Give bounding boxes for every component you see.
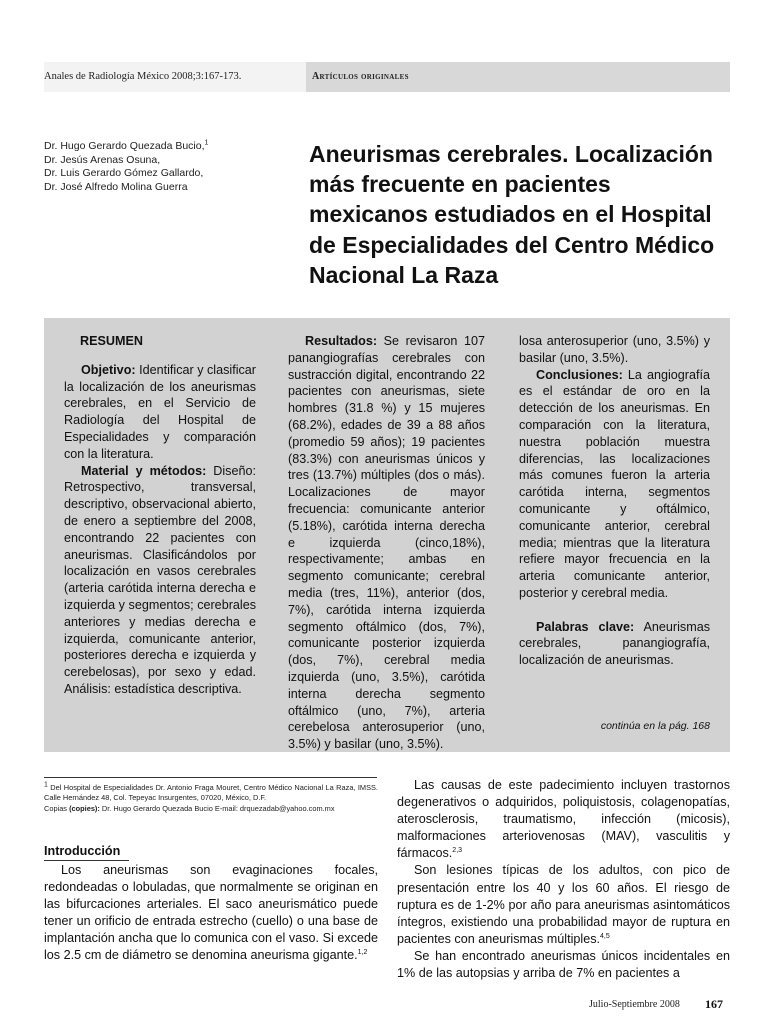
author-list xyxy=(44,140,208,194)
body-column-right xyxy=(397,777,730,982)
author-4: Dr. José Alfredo Molina Guerra xyxy=(44,180,188,193)
author-3: Dr. Luis Gerardo Gómez Gallardo, xyxy=(44,167,204,179)
abstract-keywords: Palabras clave: Aneurismas cerebrales, panangiografía, localización de aneurismas. xyxy=(519,619,711,668)
page-number: 167 xyxy=(705,997,723,1011)
author-2: Dr. Jesús Arenas Osuna, xyxy=(44,153,161,166)
body-paragraph-4: Se han encontrado aneurismas únicos incidentales en 1% de las autopsias y arriba de 7% en pacientes a xyxy=(397,948,730,981)
affiliation-mark: 1 xyxy=(204,139,209,147)
footnote xyxy=(44,783,378,814)
author-1: Dr. Hugo Gerardo Quezada Bucio,$^1$ xyxy=(44,139,209,152)
abstract-column-3 xyxy=(519,333,710,669)
section-heading-introduccion: Introducción xyxy=(44,844,121,858)
abstract-resultados: Resultados: Se revisaron 107 panangiografías cerebrales con sustracción digital, encontrando 22 pacientes con aneurismas, siete hombres (31.8 %) y 15 mujeres (68.2%), edades de 39 a 88 años (promedio 59 años); 19 pacientes (83.3%) con aneurismas únicos y tres (13.7%) múltiples (dos o más). Localizaciones de mayor frecuencia: comunicante anterior (5.18%), carótida interna derecha e izquierda (cinco,18%), respectivamente; ambas en segmento comunicante; cerebral media (tres, 11%), anterior (dos, 7%), carótida interna izquierda segmento oftálmico (dos, 7%), comunicante posterior izquierda (dos, 7%), cerebral media izquierda (uno, 3.5%), carótida interna derecha segmento oftálmico (uno, 7%), arteria cerebelosa anterosuperior (uno, 3.5%) y basilar (uno, 3.5%). xyxy=(288,334,485,752)
body-paragraph-2: Las causas de este padecimiento incluyen trastornos degenerativos o adquiridos, poliquistosis, colagenopatías, aterosclerosis, traumatismo, infección (micosis), malformaciones arteriovenosas (MAV), vasculitis y fármacos.$^{2,3}$ xyxy=(397,778,730,861)
abstract-metodos: Material y métodos: Diseño: Retrospectivo, transversal, descriptivo, observacional abierto, de enero a septiembre del 2008, encontrando 22 pacientes con aneurismas. Clasificándolos por localización en vasos cerebrales (arteria carótida interna derecha e izquierda y segmentos; cerebrales anteriores y medias derecha e izquierda, comunicante anterior, posteriores derecha e izquierda y cerebelosas), por sexo y edad. Análisis: estadística descriptiva. xyxy=(64,463,256,696)
footnote-copies: Copias (copies): Dr. Hugo Gerardo Quezada Bucio E-mail: drquezadab@yahoo.com.mx xyxy=(44,803,335,813)
abstract-resultados-continued: losa anterosuperior (uno, 3.5%) y basilar (uno, 3.5%). xyxy=(519,334,710,365)
footnote-rule xyxy=(44,777,377,778)
abstract-objetivo: Objetivo: Identificar y clasificar la localización de los aneurismas cerebrales, en el Servicio de Radiología del Hospital de Especialidades y comparación con la literatura. xyxy=(64,362,256,461)
abstract-column-1 xyxy=(64,333,256,698)
body-column-left xyxy=(44,862,378,965)
abstract-column-2 xyxy=(288,333,485,752)
continued-note: continúa en la pág. 168 xyxy=(600,720,710,732)
body-paragraph-1: Los aneurismas son evaginaciones focales, redondeadas o lobuladas, que normalmente se originan en las bifurcaciones arteriales. El saco aneurismático puede tener un orificio de entrada estrecho (cuello) o una base de implantación ancha que lo comunica con el vaso. Si excede los 2.5 cm de diámetro se denomina aneurisma gigante.$^{1,2}$ xyxy=(44,863,378,963)
section-heading-underline xyxy=(44,860,129,861)
abstract-conclusiones: Conclusiones: La angiografía es el estándar de oro en la detección de los aneurismas. En comparación con la literatura, nuestra población muestra diferencias, las localizaciones más comunes fueron la arteria carótida interna, segmentos comunicante y oftálmico, comunicante anterior, cerebral media; mientras que la literatura refiere mayor frecuencia en la arteria comunicante anterior, posterior y cerebral media. xyxy=(519,367,710,600)
journal-citation: Anales de Radiología México 2008;3:167-173. xyxy=(44,71,242,82)
body-paragraph-3: Son lesiones típicas de los adultos, con pico de presentación entre los 40 y los 60 años. El riesgo de ruptura es de 1-2% por año para aneurismas asintomáticos íntegros, existiendo una probabilidad mayor de ruptura en pacientes con aneurismas múltiples.$^{4,5}$ xyxy=(397,863,730,946)
abstract-heading: RESUMEN xyxy=(80,334,143,348)
article-title: Aneurismas cerebrales. Localización más frecuente en pacientes mexicanos estudiados en el Hospital de Especialidades del Centro Médico Nacional La Raza xyxy=(309,141,715,288)
issue-date: Julio-Septiembre 2008 xyxy=(589,999,680,1010)
footnote-affiliation: $^1$ Del Hospital de Especialidades Dr. Antonio Fraga Mouret, Centro Médico Nacional La Raza, IMSS. Calle Hernández 48, Col. Tepeyac Insurgentes, 07020, México, D.F. xyxy=(44,781,378,803)
section-label: Artículos originales xyxy=(312,71,409,82)
